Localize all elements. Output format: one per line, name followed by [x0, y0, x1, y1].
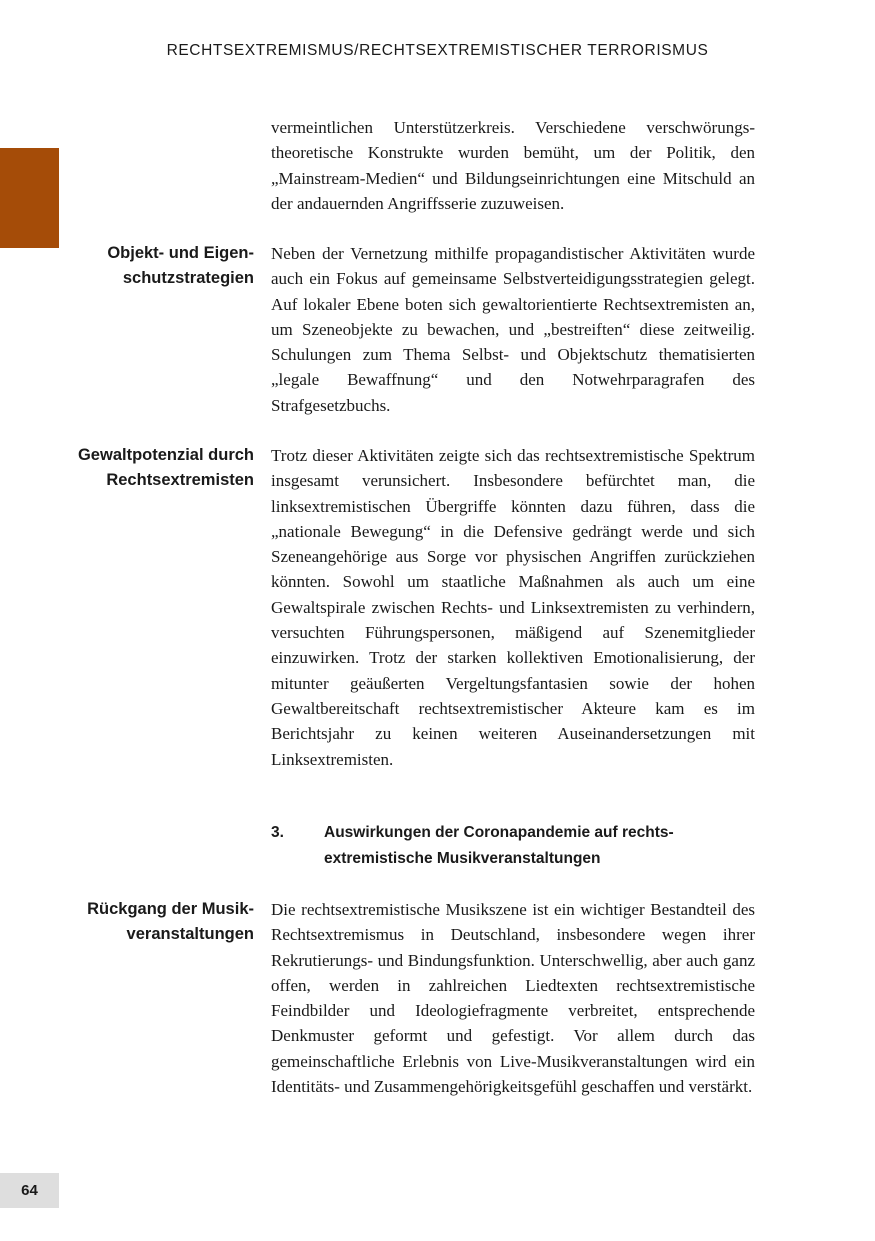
- marginal-note-objektschutz: Objekt- und Eigenschutzstrategien: [107, 244, 254, 288]
- paragraph-intro: vermeintlichen Unterstützerkreis. Verschiedene verschwörungstheoretische Konstrukte wurden bemüht, um der Politik, den „Mainstream-Medien“ und Bildungseinrichtungen eine Mitschuld an der andauernden Angriffsserie zuzuweisen.: [271, 118, 755, 213]
- paragraph-objektschutz: Neben der Vernetzung mithilfe propagandistischer Aktivitäten wurde auch ein Fokus auf gemeinsame Selbstverteidigungsstrategien gelegt. Auf lokaler Ebene boten sich gewaltorientierte Rechtsextremisten an, um Szeneobjekte zu bewachen, und „bestreiften“ diese zeitweilig. Schulungen zum Thema Selbst- und Objektschutz thematisierten „legale Bewaffnung“ und den Notwehrparagrafen des Strafgesetzbuchs.: [271, 244, 755, 415]
- chapter-color-tab: [0, 148, 59, 248]
- paragraph-gewaltpotenzial: Trotz dieser Aktivitäten zeigte sich das rechtsextremistische Spektrum insgesamt verunsichert. Insbesondere befürchtet man, die linksextremistischen Übergriffe könnten dazu führen, dass die „nationale Bewegung“ in die Defensive gedrängt werde und sich Szeneangehörige aus Sorge vor physischen Angriffen zurückziehen könnten. Sowohl um staatliche Maßnahmen als auch um eine Gewaltspirale zwischen Rechts- und Linksextremisten zu verhindern, versuchten Führungspersonen, mäßigend auf Szenemitglieder einzuwirken. Trotz der starken kollektiven Emotionalisierung, der mitunter geäußerten Vergeltungsfantasien sowie der hohen Gewaltbereitschaft rechtsextremistischer Akteure kam es im Berichtsjahr zu keinen weiteren Auseinandersetzungen mit Linksextremisten.: [271, 446, 755, 769]
- page-number: 64: [0, 1173, 59, 1208]
- running-header: RECHTSEXTREMISMUS/RECHTSEXTREMISTISCHER TERRORISMUS: [166, 42, 709, 59]
- marginal-note-musik: Rückgang der Musikveranstaltungen: [87, 900, 254, 944]
- paragraph-musik: Die rechtsextremistische Musikszene ist ein wichtiger Bestandteil des Rechtsextremismus in Deutschland, insbesondere wegen ihrer Rekrutierungs- und Bindungsfunktion. Unterschwellig, aber auch ganz offen, werden in zahlreichen Liedtexten rechtsextremistische Feindbilder und Ideologiefragmente verbreitet, entsprechende Denkmuster geformt und gefestigt. Vor allem durch das gemeinschaftliche Erlebnis von Live-Musikveranstaltungen wird ein Identitäts- und Zusammengehörigkeitsgefühl geschaffen und verstärkt.: [271, 900, 755, 1097]
- section-number: 3.: [271, 824, 284, 841]
- section-title: Auswirkungen der Coronapandemie auf rechtsextremistische Musikveranstaltungen: [324, 824, 674, 867]
- marginal-note-gewaltpotenzial: Gewaltpotenzial durch Rechtsextremisten: [77, 446, 254, 490]
- section-heading: [271, 820, 755, 872]
